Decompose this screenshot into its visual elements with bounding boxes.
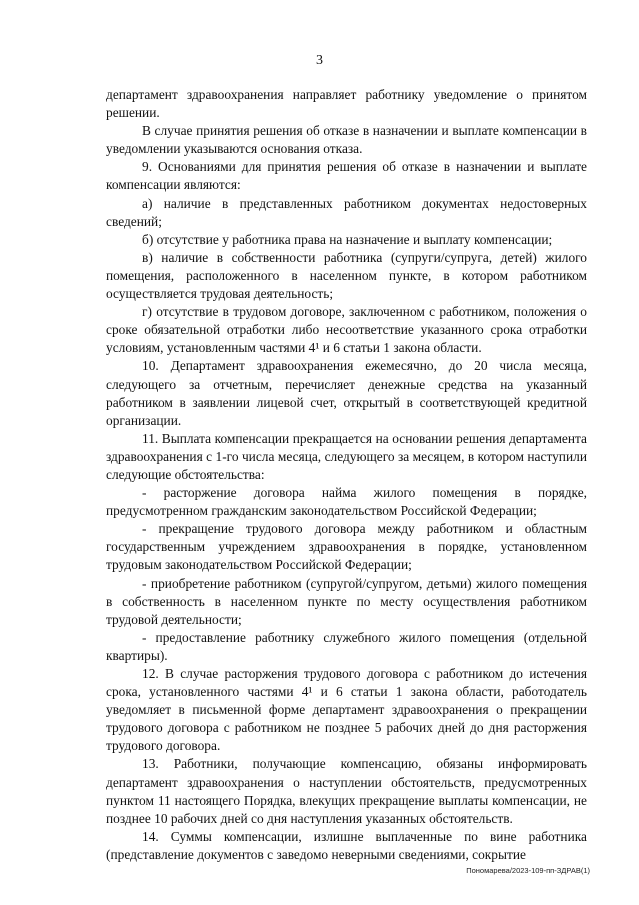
page-number: 3 [316, 53, 323, 68]
document-code-footer: Пономарева/2023-109-пп-ЗДРАВ(1) [466, 866, 590, 875]
paragraph: 13. Работники, получающие компенсацию, обязаны информировать департамент здравоохранения о наступлении обстоятельств, предусмотренных пунктом 11 настоящего Порядка, влекущих прекращение выплаты компенсации, не позднее 10 рабочих дней со дня наступления указанных обстоятельств. [106, 756, 587, 826]
paragraph: 10. Департамент здравоохранения ежемесячно, до 20 числа месяца, следующего за отчетным, перечисляет денежные средства на указанный работником в заявлении лицевой счет, открытый в соответствующей кредитной организации. [106, 358, 587, 428]
paragraph: - прекращение трудового договора между работником и областным государственным учреждением здравоохранения в порядке, установленном трудовым законодательством Российской Федерации; [106, 521, 587, 573]
document-body [106, 86, 587, 864]
paragraph: В случае принятия решения об отказе в назначении и выплате компенсации в уведомлении указываются основания отказа. [106, 123, 587, 157]
paragraph: 11. Выплата компенсации прекращается на основании решения департамента здравоохранения с 1-го числа месяца, следующего за месяцем, в котором наступили следующие обстоятельства: [106, 430, 587, 482]
paragraph: в) наличие в собственности работника (супруги/супруга, детей) жилого помещения, расположенного в населенном пункте, в котором работником осуществляется трудовая деятельность; [106, 249, 587, 302]
paragraph: департамент здравоохранения направляет работнику уведомление о принятом решении. [106, 87, 587, 121]
paragraph: - расторжение договора найма жилого помещения в порядке, предусмотренном гражданским законодательством Российской Федерации; [106, 485, 587, 519]
paragraph: а) наличие в представленных работником документах недостоверных сведений; [106, 195, 587, 229]
paragraph: б) отсутствие у работника права на назначение и выплату компенсации; [142, 231, 553, 247]
paragraph: - приобретение работником (супругой/супругом, детьми) жилого помещения в собственность в населенном пункте по месту осуществления работником трудовой деятельности; [106, 575, 587, 627]
paragraph: 9. Основаниями для принятия решения об отказе в назначении и выплате компенсации являются: [106, 159, 587, 193]
paragraph: г) отсутствие в трудовом договоре, заключенном с работником, положения о сроке обязательной отработки либо несоответствие указанного срока отработки условиям, установленным частями 4¹ и 6 статьи 1 закона области. [106, 304, 587, 356]
paragraph: - предоставление работнику служебного жилого помещения (отдельной квартиры). [106, 629, 587, 663]
paragraph: 14. Суммы компенсации, излишне выплаченные по вине работника (представление документов с заведомо неверными сведениями, сокрытие [106, 828, 587, 862]
paragraph: 12. В случае расторжения трудового договора с работником до истечения срока, установленного частями 4¹ и 6 статьи 1 закона области, работодатель уведомляет в письменной форме департамент здравоохранения о прекращении трудового договора с работником не позднее 5 рабочих дней до дня расторжения трудового договора. [106, 666, 587, 754]
